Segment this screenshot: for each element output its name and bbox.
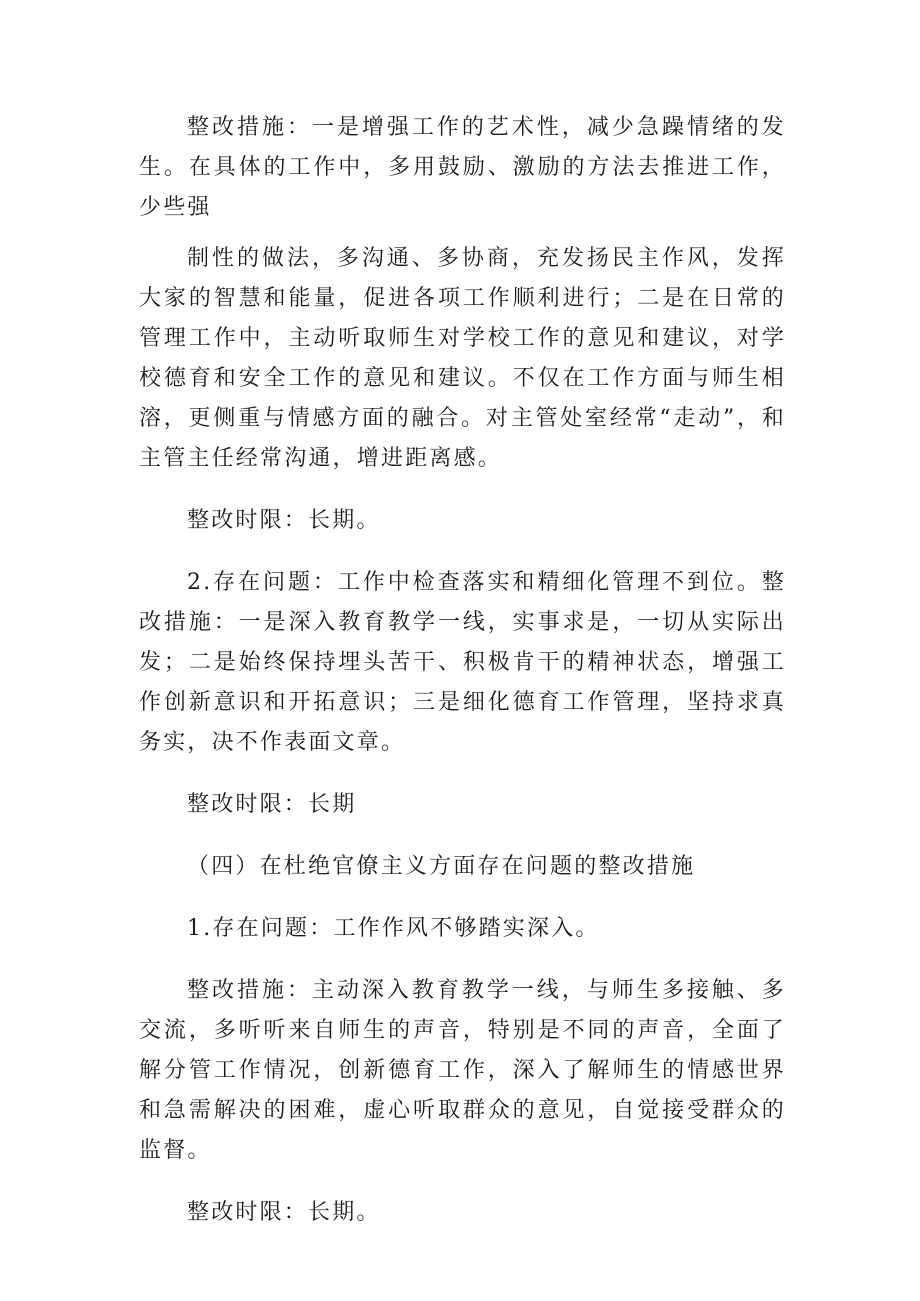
paragraph-problem-2: 2.存在问题：工作中检查落实和精细化管理不到位。整改措施：一是深入教育教学一线，实事求是，一切从实际出发；二是始终保持埋头苦干、积极肯干的精神状态，增强工作创新意识和开拓意识；三是细化德育工作管理，坚持求真务实，决不作表面文章。 [139, 570, 786, 755]
paragraph-problem-4-1: 1.存在问题：工作作风不够踏实深入。 [187, 916, 600, 941]
paragraph-deadline-2: 整改时限：长期 [187, 792, 357, 817]
paragraph-measures-1: 整改措施：一是增强工作的艺术性，减少急躁情绪的发生。在具体的工作中，多用鼓励、激励的方法去推进工作，少些强 [139, 115, 786, 220]
paragraph-deadline-1: 整改时限：长期。 [187, 508, 381, 533]
section-heading-4: （四）在杜绝官僚主义方面存在问题的整改措施 [187, 854, 696, 879]
paragraph-measures-4-1: 整改措施：主动深入教育教学一线，与师生多接触、多交流，多听听来自师生的声音，特别是不同的声音，全面了解分管工作情况，创新德育工作，深入了解师生的情感世界和急需解决的困难，虚心听取群众的意见，自觉接受群众的监督。 [139, 978, 786, 1163]
paragraph-deadline-4-1: 整改时限：长期。 [187, 1200, 381, 1225]
paragraph-measures-1-continued: 制性的做法，多沟通、多协商，充发扬民主作风，发挥大家的智慧和能量，促进各项工作顺利进行；二是在日常的管理工作中，主动听取师生对学校工作的意见和建议，对学校德育和安全工作的意见和建议。不仅在工作方面与师生相溶，更侧重与情感方面的融合。对主管处室经常“走动”，和主管主任经常沟通，增进距离感。 [139, 246, 786, 471]
